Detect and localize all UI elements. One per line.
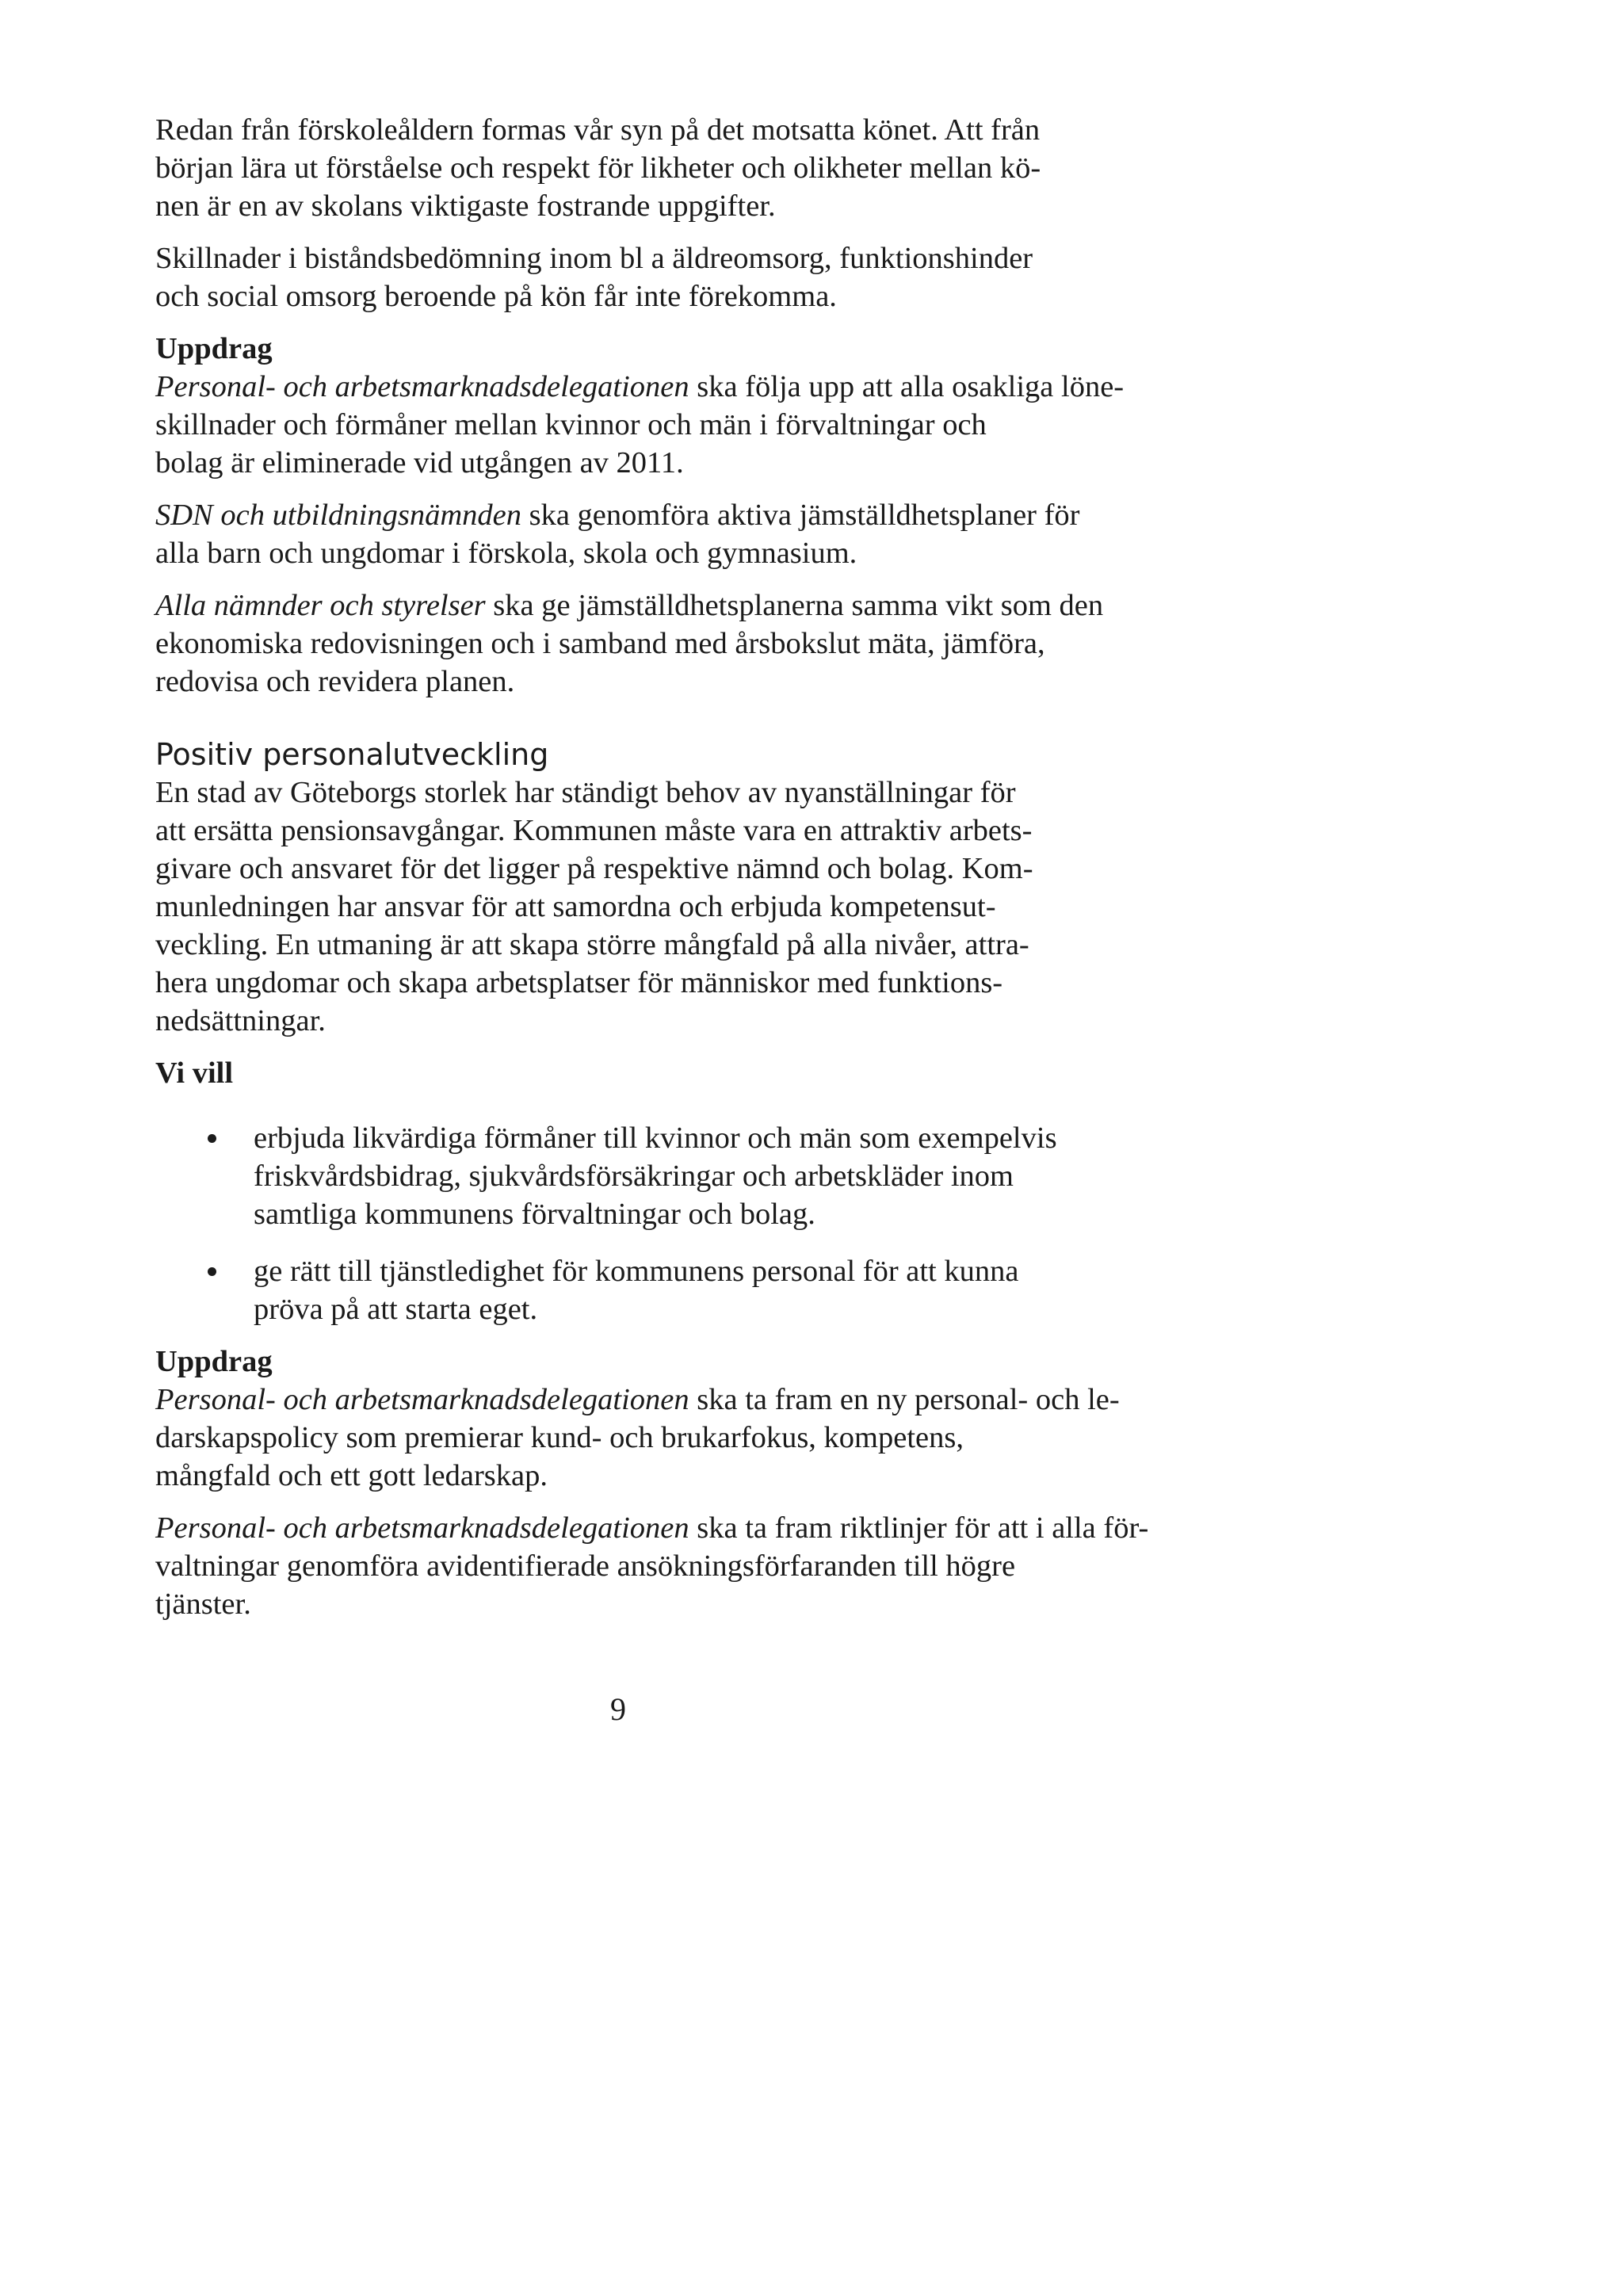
bullet-item: [155, 1119, 1090, 1233]
sdn-paragraph: [155, 496, 1090, 572]
bullet-item: [155, 1252, 1090, 1328]
text-line: Redan från förskoleåldern formas vår syn på det motsatta könet. Att från: [155, 113, 1041, 147]
text-line: pröva på att starta eget.: [254, 1293, 538, 1326]
text-line: munledningen har ansvar för att samordna och erbjuda kompetensut-: [155, 890, 996, 923]
text-fragment: ska ta fram riktlinjer för att i alla för-: [689, 1511, 1149, 1545]
assessment-paragraph: [155, 239, 1090, 315]
responsible-body: Personal- och arbetsmarknadsdelegationen: [155, 370, 689, 403]
text-line: erbjuda likvärdiga förmåner till kvinnor och män som exempelvis: [254, 1121, 1057, 1155]
text-line: [155, 368, 1125, 406]
responsible-body: Personal- och arbetsmarknadsdelegationen: [155, 1383, 689, 1416]
uppdrag-heading-1: Uppdrag: [155, 332, 273, 365]
text-line: tjänster.: [155, 1587, 251, 1621]
text-line: ekonomiska redovisningen och i samband med årsbokslut mäta, jämföra,: [155, 627, 1045, 660]
text-line: bolag är eliminerade vid utgången av 2011.: [155, 446, 684, 479]
text-line: samtliga kommunens förvaltningar och bolag.: [254, 1198, 815, 1231]
text-fragment: ska genomföra aktiva jämställdhetsplaner för: [521, 499, 1080, 532]
text-line: skillnader och förmåner mellan kvinnor och män i förvaltningar och: [155, 408, 987, 441]
text-line: veckling. En utmaning är att skapa större mångfald på alla nivåer, attra-: [155, 928, 1029, 961]
text-line: mångfald och ett gott ledarskap.: [155, 1459, 548, 1492]
text-line: valtningar genomföra avidentifierade ansökningsförfaranden till högre: [155, 1549, 1016, 1583]
text-fragment: ska ta fram en ny personal- och le-: [689, 1383, 1120, 1416]
text-line: alla barn och ungdomar i förskola, skola och gymnasium.: [155, 537, 857, 570]
vi-vill-heading: Vi vill: [155, 1056, 234, 1090]
text-line: friskvårdsbidrag, sjukvårdsförsäkringar och arbetskläder inom: [254, 1159, 1014, 1193]
all-boards-paragraph: [155, 586, 1104, 701]
responsible-body: Personal- och arbetsmarknadsdelegationen: [155, 1511, 689, 1545]
intro-paragraph: [155, 111, 1090, 225]
text-fragment: ska följa upp att alla osakliga löne-: [689, 370, 1125, 403]
text-line: och social omsorg beroende på kön får inte förekomma.: [155, 280, 837, 313]
text-line: början lära ut förståelse och respekt för likheter och olikheter mellan kö-: [155, 151, 1041, 185]
text-line: [155, 1381, 1120, 1419]
delegation-pay-paragraph: [155, 368, 1125, 482]
page-number: 9: [610, 1691, 626, 1727]
policy-paragraph: [155, 1381, 1120, 1495]
responsible-body: SDN och utbildningsnämnden: [155, 499, 521, 532]
bullet-icon: [208, 1134, 216, 1143]
staff-development-paragraph: [155, 774, 1090, 1040]
text-column: [155, 111, 1149, 1623]
anonymized-recruitment-paragraph: [155, 1509, 1149, 1623]
text-line: En stad av Göteborgs storlek har ständigt behov av nyanställningar för: [155, 776, 1016, 809]
responsible-body: Alla nämnder och styrelser: [155, 589, 486, 622]
text-line: givare och ansvaret för det ligger på respektive nämnd och bolag. Kom-: [155, 852, 1033, 885]
text-line: [155, 496, 1090, 534]
text-line: hera ungdomar och skapa arbetsplatser för människor med funktions-: [155, 966, 1003, 999]
bullet-icon: [208, 1267, 216, 1276]
section-title: Positiv personalutveckling: [155, 737, 549, 772]
text-line: att ersätta pensionsavgångar. Kommunen måste vara en attraktiv arbets-: [155, 814, 1033, 847]
text-line: ge rätt till tjänstledighet för kommunens personal för att kunna: [254, 1255, 1019, 1288]
text-line: [155, 1509, 1149, 1547]
uppdrag-heading-2: Uppdrag: [155, 1345, 273, 1378]
text-line: redovisa och revidera planen.: [155, 665, 515, 698]
text-line: nen är en av skolans viktigaste fostrande uppgifter.: [155, 189, 776, 223]
text-line: Skillnader i biståndsbedömning inom bl a äldreomsorg, funktionshinder: [155, 242, 1033, 275]
text-fragment: ska ge jämställdhetsplanerna samma vikt som den: [485, 589, 1104, 622]
text-line: [155, 586, 1104, 625]
text-line: darskapspolicy som premierar kund- och brukarfokus, kompetens,: [155, 1421, 964, 1454]
text-line: nedsättningar.: [155, 1004, 326, 1037]
